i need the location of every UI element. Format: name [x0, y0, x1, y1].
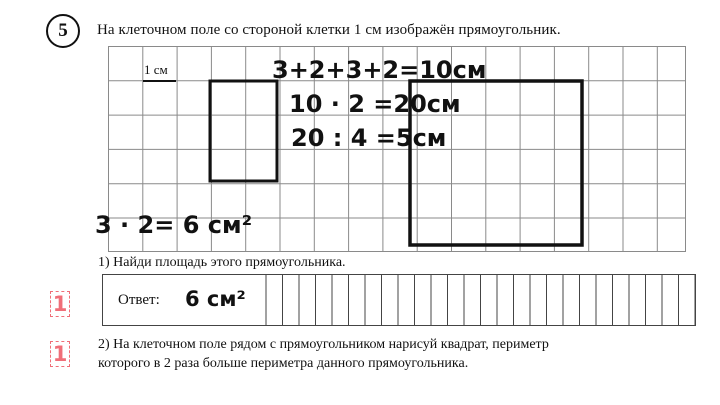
question-2-line-1: 2) На клеточном поле рядом с прямоугольником нарисуй квадрат, периметр — [98, 337, 549, 352]
scale-label: 1 см — [144, 62, 168, 77]
handwritten-perimeter: 3+2+3+2=10см — [272, 56, 487, 84]
score-badge-2: 1 — [50, 341, 70, 367]
given-rectangle — [210, 81, 277, 181]
score-badge-1: 1 — [50, 291, 70, 317]
question-1: 1) Найди площадь этого прямоугольника. — [98, 255, 346, 270]
handwritten-area: 3 · 2= 6 см² — [95, 211, 253, 239]
task-title: На клеточном поле со стороной клетки 1 см изображён прямоугольник. — [97, 22, 561, 38]
handwritten-side: 20 : 4 =5см — [291, 124, 447, 152]
answer-value: 6 см² — [185, 287, 246, 311]
task-number: 5 — [46, 14, 80, 48]
handwritten-double-perimeter: 10 · 2 =20см — [289, 90, 461, 118]
scale-segment — [143, 80, 176, 82]
question-2-line-2: которого в 2 раза больше периметра данного прямоугольника. — [98, 356, 469, 371]
answer-label: Ответ: — [118, 292, 160, 308]
